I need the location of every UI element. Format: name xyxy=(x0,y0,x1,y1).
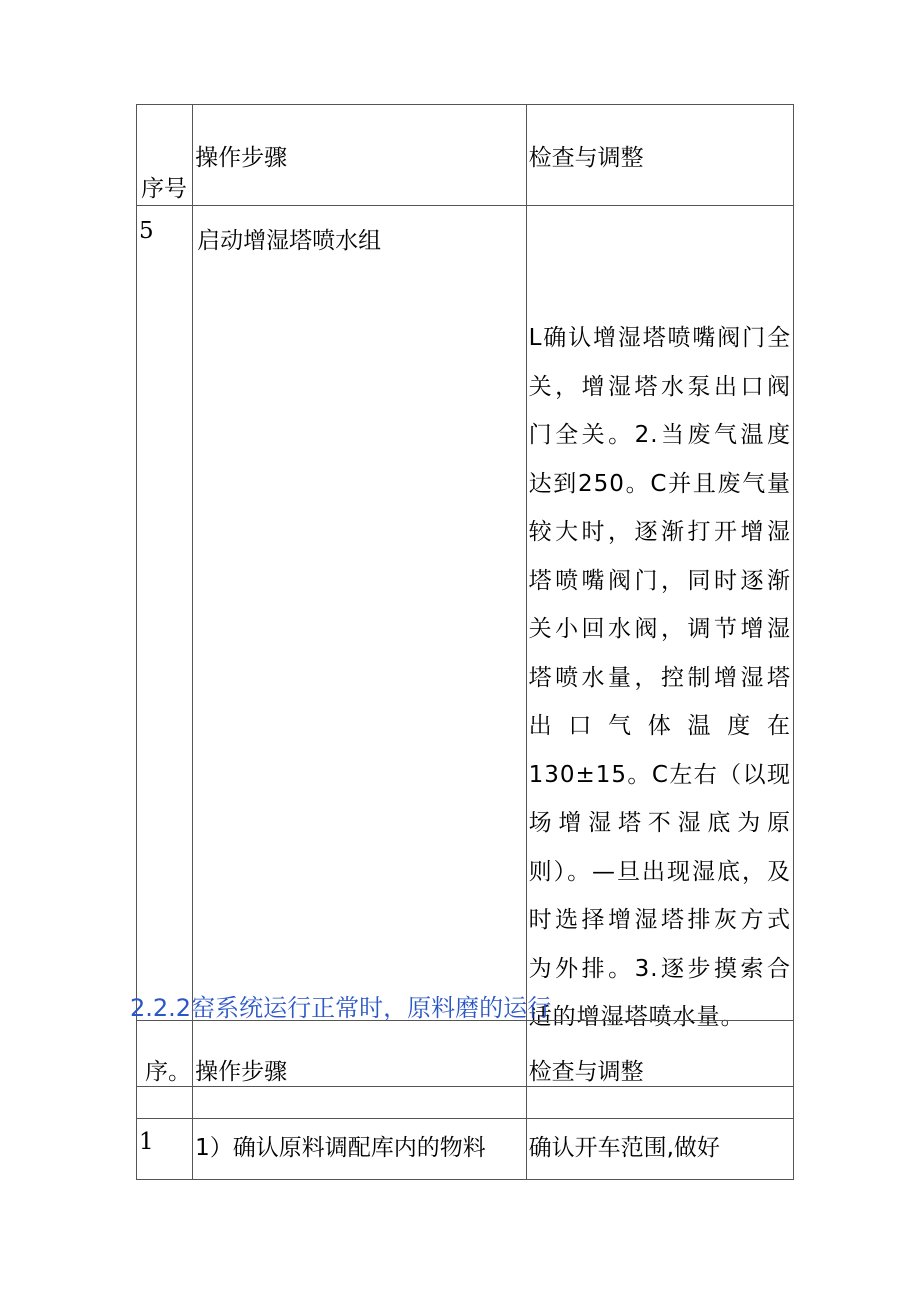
operation-table-2 xyxy=(136,1020,794,1180)
row-check: 确认开车范围,做好 xyxy=(526,1119,793,1180)
header-check: 检查与调整 xyxy=(526,105,793,206)
table-header-row xyxy=(137,1021,794,1119)
header-seq: 序号 xyxy=(137,105,193,206)
header-step: 操作步骤 xyxy=(193,1021,527,1119)
row-step: 启动增湿塔喷水组 xyxy=(193,206,527,1087)
header-step: 操作步骤 xyxy=(193,105,527,206)
row-check: L确认增湿塔喷嘴阀门全关，增湿塔水泵出口阀门全关。2.当废气温度达到250。C并且废气量较大时，逐渐打开增湿塔喷嘴阀门，同时逐渐关小回水阀，调节增湿塔喷水量，控制增湿塔出口气体温度在130±15。C左右（以现场增湿塔不湿底为原则）。—旦出现湿底，及时选择增湿塔排灰方式为外排。3.逐步摸索合适的增湿塔喷水量。 xyxy=(526,206,793,1087)
operation-table-1 xyxy=(136,104,794,1087)
table-row xyxy=(137,1119,794,1180)
table-header-row xyxy=(137,105,794,206)
section-heading: 2.2.2窑系统运行正常时，原料磨的运行 xyxy=(130,994,552,1022)
header-check: 检查与调整 xyxy=(526,1021,793,1119)
table-row xyxy=(137,206,794,1087)
row-step: 1）确认原料调配库内的物料 xyxy=(193,1119,527,1180)
row-seq: 5 xyxy=(137,206,193,1087)
header-seq: 序。 xyxy=(137,1021,193,1119)
row-seq: 1 xyxy=(137,1119,193,1180)
